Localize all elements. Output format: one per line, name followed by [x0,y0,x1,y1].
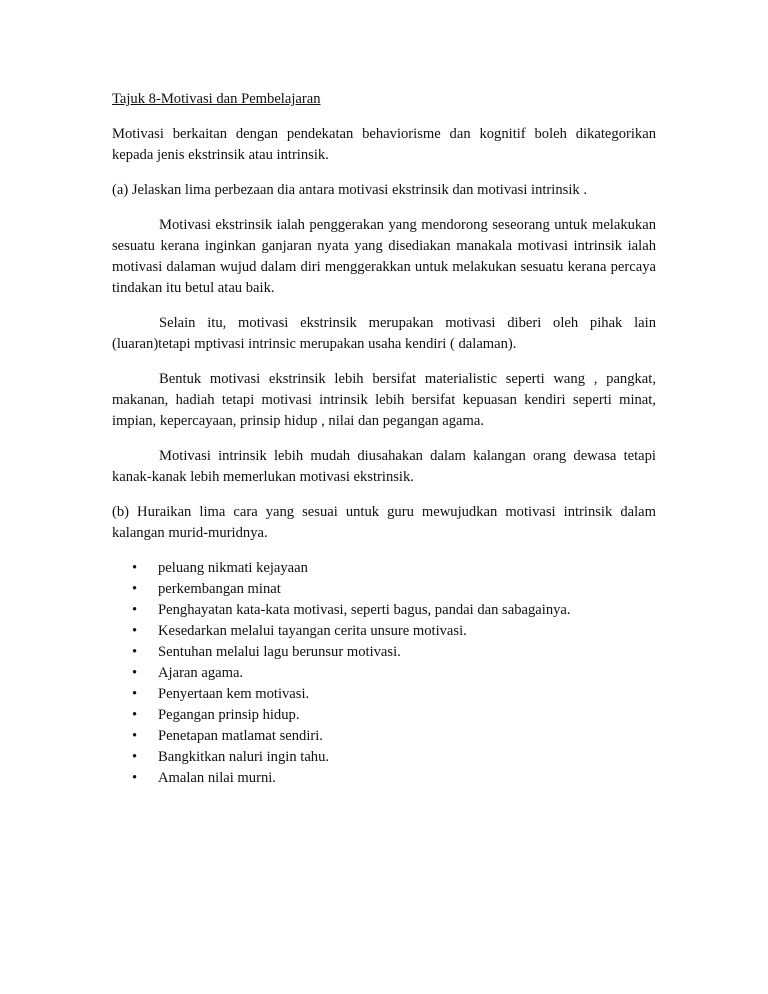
answer-a-paragraph: Bentuk motivasi ekstrinsik lebih bersifat materialistic seperti wang , pangkat, makanan, hadiah tetapi motivasi intrinsik lebih bersifat kepuasan kendiri seperti minat, impian, kepercayaan, prinsip hidup , nilai dan pegangan agama. [112,371,656,429]
bullet-icon: • [132,770,138,786]
document-title: Tajuk 8-Motivasi dan Pembelajaran [112,91,321,107]
list-item [112,600,656,621]
list-item [112,558,656,579]
list-item [112,747,656,768]
bullet-icon: • [132,728,138,744]
list-item [112,726,656,747]
intro-paragraph: Motivasi berkaitan dengan pendekatan behaviorisme dan kognitif boleh dikategorikan kepada jenis ekstrinsik atau intrinsik. [112,126,656,163]
bullet-icon: • [132,686,138,702]
list-item-text: Pegangan prinsip hidup. [158,707,300,723]
list-item-text: perkembangan minat [158,581,281,597]
answer-a-paragraph: Motivasi ekstrinsik ialah penggerakan yang mendorong seseorang untuk melakukan sesuatu kerana inginkan ganjaran nyata yang disediakan manakala motivasi intrinsik ialah motivasi dalaman wujud dalam diri menggerakkan untuk melakukan sesuatu kerana percaya tindakan itu betul atau baik. [112,217,656,296]
list-item [112,684,656,705]
list-item-text: Amalan nilai murni. [158,770,276,786]
list-item [112,768,656,789]
list-item-text: Bangkitkan naluri ingin tahu. [158,749,330,765]
list-item [112,705,656,726]
answer-a-paragraph: Selain itu, motivasi ekstrinsik merupakan motivasi diberi oleh pihak lain (luaran)tetapi mptivasi intrinsic merupakan usaha kendiri ( dalaman). [112,315,656,352]
list-item [112,621,656,642]
answer-b-list [112,558,656,789]
bullet-icon: • [132,707,138,723]
bullet-icon: • [132,665,138,681]
bullet-icon: • [132,560,138,576]
bullet-icon: • [132,623,138,639]
question-a: (a) Jelaskan lima perbezaan dia antara motivasi ekstrinsik dan motivasi intrinsik . [112,182,587,198]
document-page [112,89,656,789]
answer-a-paragraph: Motivasi intrinsik lebih mudah diusahakan dalam kalangan orang dewasa tetapi kanak-kanak lebih memerlukan motivasi ekstrinsik. [112,448,656,485]
bullet-icon: • [132,749,138,765]
bullet-icon: • [132,581,138,597]
question-b: (b) Huraikan lima cara yang sesuai untuk guru mewujudkan motivasi intrinsik dalam kalangan murid-muridnya. [112,504,656,541]
list-item [112,642,656,663]
bullet-icon: • [132,644,138,660]
list-item-text: Penghayatan kata-kata motivasi, seperti bagus, pandai dan sabagainya. [158,602,571,618]
list-item-text: peluang nikmati kejayaan [158,560,308,576]
list-item-text: Sentuhan melalui lagu berunsur motivasi. [158,644,401,660]
list-item-text: Penetapan matlamat sendiri. [158,728,323,744]
list-item [112,663,656,684]
list-item [112,579,656,600]
bullet-icon: • [132,602,138,618]
list-item-text: Kesedarkan melalui tayangan cerita unsure motivasi. [158,623,467,639]
list-item-text: Ajaran agama. [158,665,244,681]
list-item-text: Penyertaan kem motivasi. [158,686,310,702]
